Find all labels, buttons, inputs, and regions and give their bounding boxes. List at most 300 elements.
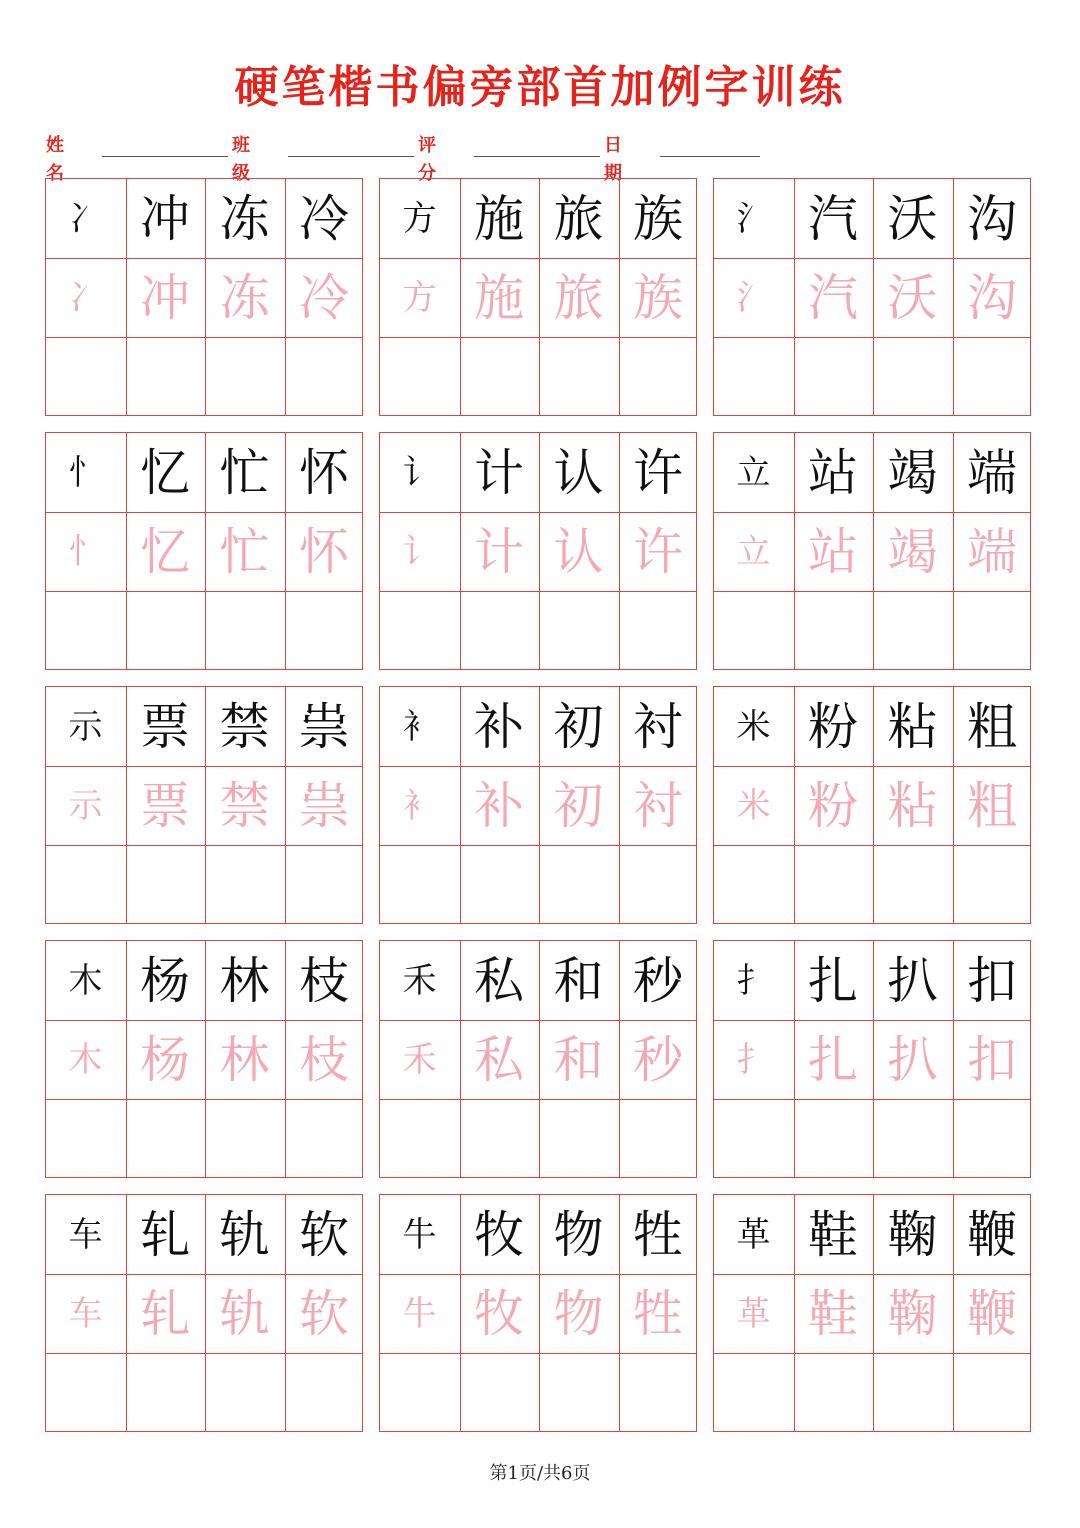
example-cell xyxy=(460,433,539,512)
trace-cell xyxy=(873,512,952,591)
example-character: 牲 xyxy=(633,1205,683,1264)
trace-character: 竭 xyxy=(887,522,938,581)
trace-character: 初 xyxy=(553,776,604,835)
empty-writing-cell[interactable] xyxy=(285,845,364,924)
trace-cell xyxy=(539,258,618,337)
practice-block xyxy=(713,686,1031,924)
example-character: 林 xyxy=(219,951,270,1010)
practice-block xyxy=(45,432,363,670)
radical-trace: 冫 xyxy=(68,277,103,318)
empty-writing-cell[interactable] xyxy=(619,591,698,670)
example-cell xyxy=(873,179,952,258)
date-line xyxy=(660,156,760,157)
trace-character: 林 xyxy=(219,1030,270,1089)
trace-cell xyxy=(619,258,698,337)
trace-character: 冲 xyxy=(140,268,190,327)
example-cell xyxy=(205,1195,284,1274)
trace-cell xyxy=(873,1020,952,1099)
trace-character: 票 xyxy=(140,776,190,835)
empty-writing-cell[interactable] xyxy=(714,845,793,924)
trace-character: 鞭 xyxy=(967,1284,1017,1343)
radical-trace: 扌 xyxy=(736,1039,771,1080)
example-character: 冻 xyxy=(219,189,270,248)
empty-writing-cell[interactable] xyxy=(380,1353,459,1432)
trace-cell xyxy=(794,512,873,591)
trace-cell xyxy=(794,258,873,337)
trace-cell xyxy=(126,1020,205,1099)
trace-cell xyxy=(205,1020,284,1099)
example-character: 站 xyxy=(808,443,858,502)
example-character: 认 xyxy=(553,443,604,502)
example-cell xyxy=(126,179,205,258)
trace-cell xyxy=(126,258,205,337)
empty-writing-cell[interactable] xyxy=(46,1353,125,1432)
empty-writing-cell[interactable] xyxy=(46,591,125,670)
example-character: 忆 xyxy=(140,443,190,502)
example-cell xyxy=(539,433,618,512)
trace-cell xyxy=(714,766,793,845)
empty-writing-cell[interactable] xyxy=(46,337,125,416)
example-cell xyxy=(619,179,698,258)
example-character: 软 xyxy=(299,1205,349,1264)
example-character: 粘 xyxy=(887,697,938,756)
radical-trace: 讠 xyxy=(402,531,437,572)
example-cell xyxy=(380,687,459,766)
trace-cell xyxy=(539,766,618,845)
trace-character: 计 xyxy=(474,522,524,581)
trace-cell xyxy=(205,512,284,591)
radical-example: 方 xyxy=(402,198,437,239)
empty-writing-cell[interactable] xyxy=(380,337,459,416)
empty-writing-cell[interactable] xyxy=(619,845,698,924)
example-cell xyxy=(205,179,284,258)
practice-block xyxy=(45,686,363,924)
example-cell xyxy=(794,433,873,512)
trace-cell xyxy=(285,1020,364,1099)
radical-example: 讠 xyxy=(402,452,437,493)
example-character: 票 xyxy=(140,697,190,756)
example-cell xyxy=(46,1195,125,1274)
empty-writing-cell[interactable] xyxy=(46,845,125,924)
example-cell xyxy=(380,433,459,512)
trace-cell xyxy=(46,258,125,337)
example-character: 计 xyxy=(474,443,524,502)
example-cell xyxy=(126,941,205,1020)
radical-example: 革 xyxy=(736,1214,771,1255)
example-character: 轨 xyxy=(219,1205,270,1264)
empty-writing-cell[interactable] xyxy=(380,845,459,924)
empty-writing-cell[interactable] xyxy=(126,1099,205,1178)
trace-cell xyxy=(460,766,539,845)
empty-writing-cell[interactable] xyxy=(285,337,364,416)
trace-cell xyxy=(285,512,364,591)
example-cell xyxy=(380,179,459,258)
empty-writing-cell[interactable] xyxy=(126,1353,205,1432)
example-cell xyxy=(46,941,125,1020)
trace-character: 扎 xyxy=(808,1030,858,1089)
trace-cell xyxy=(285,258,364,337)
trace-character: 沃 xyxy=(887,268,938,327)
radical-trace: 车 xyxy=(68,1293,103,1334)
example-character: 轧 xyxy=(140,1205,190,1264)
example-character: 鞠 xyxy=(887,1205,938,1264)
example-cell xyxy=(285,1195,364,1274)
empty-writing-cell[interactable] xyxy=(539,591,618,670)
radical-trace: 牛 xyxy=(402,1293,437,1334)
trace-character: 冻 xyxy=(219,268,270,327)
trace-character: 物 xyxy=(553,1284,604,1343)
example-cell xyxy=(285,179,364,258)
empty-writing-cell[interactable] xyxy=(285,1099,364,1178)
class-line xyxy=(288,156,414,157)
radical-example: 木 xyxy=(68,960,103,1001)
radical-trace: 革 xyxy=(736,1293,771,1334)
example-cell xyxy=(126,433,205,512)
trace-cell xyxy=(460,1020,539,1099)
trace-cell xyxy=(873,258,952,337)
trace-cell xyxy=(794,1274,873,1353)
example-cell xyxy=(714,941,793,1020)
example-character: 秒 xyxy=(633,951,683,1010)
trace-character: 牲 xyxy=(633,1284,683,1343)
radical-example: 米 xyxy=(736,706,771,747)
trace-cell xyxy=(714,258,793,337)
trace-cell xyxy=(126,766,205,845)
example-cell xyxy=(953,941,1032,1020)
empty-writing-cell[interactable] xyxy=(460,1353,539,1432)
trace-cell xyxy=(953,766,1032,845)
trace-cell xyxy=(46,1274,125,1353)
radical-trace: 衤 xyxy=(402,785,437,826)
empty-writing-cell[interactable] xyxy=(794,1353,873,1432)
trace-character: 禁 xyxy=(219,776,270,835)
radical-example: 忄 xyxy=(68,452,103,493)
trace-cell xyxy=(380,512,459,591)
trace-character: 端 xyxy=(967,522,1017,581)
empty-writing-cell[interactable] xyxy=(539,1353,618,1432)
example-cell xyxy=(619,687,698,766)
trace-cell xyxy=(714,1274,793,1353)
trace-character: 粗 xyxy=(967,776,1017,835)
example-character: 初 xyxy=(553,697,604,756)
trace-character: 轨 xyxy=(219,1284,270,1343)
trace-cell xyxy=(380,1274,459,1353)
radical-example: 牛 xyxy=(402,1214,437,1255)
trace-cell xyxy=(714,1020,793,1099)
trace-cell xyxy=(126,1274,205,1353)
empty-writing-cell[interactable] xyxy=(380,1099,459,1178)
example-cell xyxy=(873,433,952,512)
empty-writing-cell[interactable] xyxy=(794,1099,873,1178)
trace-cell xyxy=(794,1020,873,1099)
trace-cell xyxy=(285,1274,364,1353)
empty-writing-cell[interactable] xyxy=(460,591,539,670)
empty-writing-cell[interactable] xyxy=(46,1099,125,1178)
example-character: 祟 xyxy=(299,697,349,756)
trace-cell xyxy=(380,1020,459,1099)
example-cell xyxy=(539,1195,618,1274)
example-character: 物 xyxy=(553,1205,604,1264)
example-character: 扣 xyxy=(967,951,1017,1010)
example-cell xyxy=(953,433,1032,512)
example-character: 族 xyxy=(633,189,683,248)
radical-trace: 禾 xyxy=(402,1039,437,1080)
page-number: 第1页/共6页 xyxy=(489,1463,591,1484)
empty-writing-cell[interactable] xyxy=(794,337,873,416)
trace-character: 牧 xyxy=(474,1284,524,1343)
trace-cell xyxy=(460,258,539,337)
empty-writing-cell[interactable] xyxy=(380,591,459,670)
radical-trace: 方 xyxy=(402,277,437,318)
empty-writing-cell[interactable] xyxy=(460,845,539,924)
empty-writing-cell[interactable] xyxy=(126,337,205,416)
trace-character: 鞋 xyxy=(808,1284,858,1343)
example-character: 端 xyxy=(967,443,1017,502)
trace-cell xyxy=(205,766,284,845)
trace-cell xyxy=(205,1274,284,1353)
example-character: 汽 xyxy=(808,189,858,248)
trace-cell xyxy=(46,512,125,591)
empty-writing-cell[interactable] xyxy=(714,337,793,416)
empty-writing-cell[interactable] xyxy=(205,845,284,924)
example-character: 扒 xyxy=(887,951,938,1010)
score-line xyxy=(474,156,600,157)
empty-writing-cell[interactable] xyxy=(794,845,873,924)
trace-cell xyxy=(953,1274,1032,1353)
empty-writing-cell[interactable] xyxy=(714,591,793,670)
trace-cell xyxy=(953,512,1032,591)
empty-writing-cell[interactable] xyxy=(205,591,284,670)
trace-character: 扒 xyxy=(887,1030,938,1089)
radical-example: 车 xyxy=(68,1214,103,1255)
radical-example: 示 xyxy=(68,706,103,747)
example-character: 粉 xyxy=(808,697,858,756)
example-cell xyxy=(953,1195,1032,1274)
empty-writing-cell[interactable] xyxy=(126,591,205,670)
trace-cell xyxy=(873,766,952,845)
practice-block xyxy=(379,178,697,416)
trace-character: 软 xyxy=(299,1284,349,1343)
empty-writing-cell[interactable] xyxy=(873,591,952,670)
example-cell xyxy=(794,1195,873,1274)
practice-block xyxy=(713,432,1031,670)
practice-block xyxy=(379,1194,697,1432)
example-cell xyxy=(205,941,284,1020)
empty-writing-cell[interactable] xyxy=(953,337,1032,416)
example-cell xyxy=(619,1195,698,1274)
example-cell xyxy=(873,941,952,1020)
example-cell xyxy=(205,433,284,512)
trace-cell xyxy=(794,766,873,845)
example-cell xyxy=(460,687,539,766)
radical-trace: 氵 xyxy=(736,277,771,318)
trace-character: 许 xyxy=(633,522,683,581)
empty-writing-cell[interactable] xyxy=(873,845,952,924)
name-label: 姓名 xyxy=(46,135,64,184)
trace-cell xyxy=(619,766,698,845)
empty-writing-cell[interactable] xyxy=(953,845,1032,924)
trace-cell xyxy=(539,1274,618,1353)
trace-cell xyxy=(460,512,539,591)
example-character: 私 xyxy=(474,951,524,1010)
example-cell xyxy=(46,179,125,258)
trace-character: 粘 xyxy=(887,776,938,835)
example-character: 补 xyxy=(474,697,524,756)
trace-character: 和 xyxy=(553,1030,604,1089)
practice-block xyxy=(379,432,697,670)
empty-writing-cell[interactable] xyxy=(126,845,205,924)
empty-writing-cell[interactable] xyxy=(873,1099,952,1178)
practice-block xyxy=(45,940,363,1178)
trace-cell xyxy=(873,1274,952,1353)
example-character: 杨 xyxy=(140,951,190,1010)
example-character: 许 xyxy=(633,443,683,502)
radical-example: 扌 xyxy=(736,960,771,1001)
empty-writing-cell[interactable] xyxy=(539,337,618,416)
example-character: 禁 xyxy=(219,697,270,756)
trace-cell xyxy=(539,1020,618,1099)
example-cell xyxy=(714,433,793,512)
trace-cell xyxy=(539,512,618,591)
example-cell xyxy=(873,1195,952,1274)
example-cell xyxy=(714,687,793,766)
empty-writing-cell[interactable] xyxy=(539,1099,618,1178)
example-cell xyxy=(46,687,125,766)
empty-writing-cell[interactable] xyxy=(619,337,698,416)
practice-block xyxy=(379,686,697,924)
empty-writing-cell[interactable] xyxy=(205,1353,284,1432)
example-cell xyxy=(126,1195,205,1274)
trace-cell xyxy=(46,1020,125,1099)
trace-character: 粉 xyxy=(808,776,858,835)
practice-block xyxy=(713,178,1031,416)
trace-cell xyxy=(953,258,1032,337)
example-character: 粗 xyxy=(967,697,1017,756)
example-character: 鞋 xyxy=(808,1205,858,1264)
example-character: 忙 xyxy=(219,443,270,502)
trace-cell xyxy=(205,258,284,337)
empty-writing-cell[interactable] xyxy=(205,337,284,416)
trace-character: 扣 xyxy=(967,1030,1017,1089)
trace-character: 冷 xyxy=(299,268,349,327)
trace-cell xyxy=(126,512,205,591)
example-cell xyxy=(46,433,125,512)
empty-writing-cell[interactable] xyxy=(285,591,364,670)
score-label: 评分 xyxy=(418,135,436,184)
example-character: 冲 xyxy=(140,189,190,248)
trace-character: 汽 xyxy=(808,268,858,327)
empty-writing-cell[interactable] xyxy=(714,1353,793,1432)
trace-character: 忆 xyxy=(140,522,190,581)
trace-character: 私 xyxy=(474,1030,524,1089)
example-character: 枝 xyxy=(299,951,349,1010)
trace-character: 认 xyxy=(553,522,604,581)
trace-character: 沟 xyxy=(967,268,1017,327)
empty-writing-cell[interactable] xyxy=(953,1353,1032,1432)
trace-character: 站 xyxy=(808,522,858,581)
trace-cell xyxy=(46,766,125,845)
empty-writing-cell[interactable] xyxy=(953,1099,1032,1178)
example-cell xyxy=(619,433,698,512)
example-character: 鞭 xyxy=(967,1205,1017,1264)
example-cell xyxy=(539,179,618,258)
name-line xyxy=(102,156,228,157)
empty-writing-cell[interactable] xyxy=(873,1353,952,1432)
trace-cell xyxy=(380,258,459,337)
example-character: 旅 xyxy=(553,189,604,248)
example-cell xyxy=(380,1195,459,1274)
trace-cell xyxy=(953,1020,1032,1099)
trace-character: 旅 xyxy=(553,268,604,327)
example-cell xyxy=(285,941,364,1020)
example-character: 竭 xyxy=(887,443,938,502)
radical-example: 禾 xyxy=(402,960,437,1001)
practice-block xyxy=(713,1194,1031,1432)
empty-writing-cell[interactable] xyxy=(205,1099,284,1178)
empty-writing-cell[interactable] xyxy=(619,1099,698,1178)
empty-writing-cell[interactable] xyxy=(539,845,618,924)
example-cell xyxy=(285,433,364,512)
radical-example: 冫 xyxy=(68,198,103,239)
trace-character: 衬 xyxy=(633,776,683,835)
example-character: 冷 xyxy=(299,189,349,248)
example-cell xyxy=(619,941,698,1020)
example-cell xyxy=(714,179,793,258)
trace-cell xyxy=(619,1020,698,1099)
trace-character: 鞠 xyxy=(887,1284,938,1343)
example-character: 施 xyxy=(474,189,524,248)
trace-character: 忙 xyxy=(219,522,270,581)
radical-trace: 立 xyxy=(736,531,771,572)
example-cell xyxy=(205,687,284,766)
radical-trace: 示 xyxy=(68,785,103,826)
empty-writing-cell[interactable] xyxy=(460,1099,539,1178)
example-character: 沃 xyxy=(887,189,938,248)
trace-cell xyxy=(380,766,459,845)
radical-trace: 木 xyxy=(68,1039,103,1080)
example-cell xyxy=(285,687,364,766)
radical-trace: 米 xyxy=(736,785,771,826)
trace-character: 杨 xyxy=(140,1030,190,1089)
empty-writing-cell[interactable] xyxy=(953,591,1032,670)
empty-writing-cell[interactable] xyxy=(794,591,873,670)
empty-writing-cell[interactable] xyxy=(714,1099,793,1178)
trace-character: 补 xyxy=(474,776,524,835)
example-cell xyxy=(873,687,952,766)
practice-block xyxy=(713,940,1031,1178)
practice-block xyxy=(45,178,363,416)
example-character: 怀 xyxy=(299,443,349,502)
trace-character: 祟 xyxy=(299,776,349,835)
practice-block xyxy=(45,1194,363,1432)
trace-character: 施 xyxy=(474,268,524,327)
empty-writing-cell[interactable] xyxy=(285,1353,364,1432)
example-character: 衬 xyxy=(633,697,683,756)
radical-trace: 忄 xyxy=(68,531,103,572)
radical-example: 衤 xyxy=(402,706,437,747)
trace-character: 族 xyxy=(633,268,683,327)
example-cell xyxy=(794,941,873,1020)
empty-writing-cell[interactable] xyxy=(619,1353,698,1432)
trace-character: 枝 xyxy=(299,1030,349,1089)
trace-character: 怀 xyxy=(299,522,349,581)
trace-cell xyxy=(285,766,364,845)
example-cell xyxy=(380,941,459,1020)
page-title: 硬笔楷书偏旁部首加例字训练 xyxy=(234,62,846,113)
empty-writing-cell[interactable] xyxy=(873,337,952,416)
empty-writing-cell[interactable] xyxy=(460,337,539,416)
trace-character: 秒 xyxy=(633,1030,683,1089)
